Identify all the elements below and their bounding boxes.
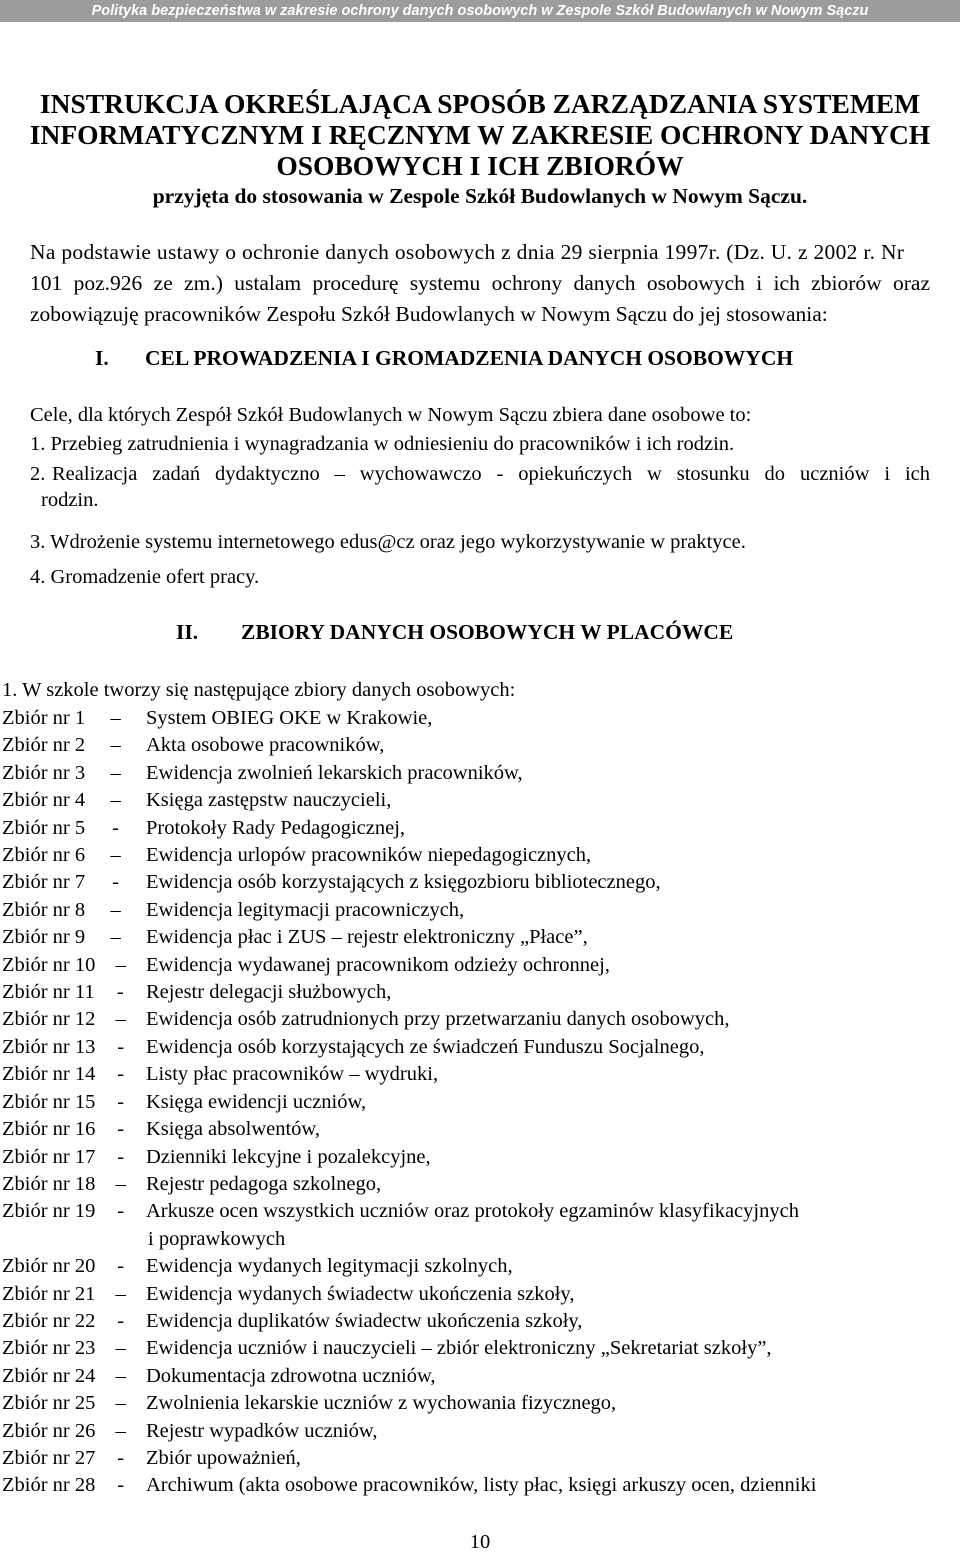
data-set-row: [2, 815, 942, 842]
data-set-row: [2, 760, 942, 787]
data-set-row: [2, 732, 942, 759]
data-set-description: Ewidencja wydanych świadectw ukończenia szkoły,: [146, 1282, 575, 1305]
section-1-title: CEL PROWADZENIA I GROMADZENIA DANYCH OSOBOWYCH: [145, 346, 794, 370]
data-set-row: [2, 1308, 942, 1335]
purpose-2-number: 2.: [30, 463, 46, 485]
data-set-separator: –: [115, 1282, 126, 1305]
data-set-row: [2, 897, 942, 924]
data-set-separator: -: [117, 1063, 125, 1086]
data-set-description: Archiwum (akta osobowe pracowników, listy płac, księgi arkuszy ocen, dzienniki: [146, 1474, 817, 1497]
adoption-statement: przyjęta do stosowania w Zespole Szkół Budowlanych w Nowym Sączu.: [152, 184, 808, 208]
data-set-label: Zbiór nr 4: [2, 789, 86, 812]
data-set-row: [2, 787, 942, 814]
data-set-description: Księga ewidencji uczniów,: [146, 1090, 367, 1113]
data-set-description: Ewidencja uczniów i nauczycieli – zbiór elektroniczny „Sekretariat szkoły”,: [146, 1337, 772, 1360]
data-set-row: [2, 1253, 942, 1280]
data-set-label: Zbiór nr 22: [2, 1309, 96, 1332]
data-set-separator: –: [115, 1364, 126, 1387]
data-set-row: [2, 1061, 942, 1088]
data-set-row: [2, 952, 942, 979]
data-set-label: Zbiór nr 15: [2, 1090, 96, 1113]
data-set-separator: –: [115, 1008, 126, 1031]
data-set-description: Księga zastępstw nauczycieli,: [146, 789, 392, 812]
data-set-label: Zbiór nr 26: [2, 1419, 96, 1442]
data-set-description: Arkusze ocen wszystkich uczniów oraz protokoły egzaminów klasyfikacyjnych: [146, 1200, 799, 1223]
data-set-label: Zbiór nr 2: [2, 734, 86, 757]
data-set-separator: –: [110, 707, 121, 729]
data-set-label: Zbiór nr 13: [2, 1035, 96, 1058]
data-set-separator: –: [110, 789, 121, 812]
data-set-description: Akta osobowe pracowników,: [146, 734, 385, 757]
data-set-row: [2, 1034, 942, 1061]
data-set-row: [2, 1418, 942, 1445]
data-set-description: Zbiór upoważnień,: [146, 1446, 301, 1469]
data-set-separator: –: [115, 1172, 126, 1195]
data-set-label: Zbiór nr 18: [2, 1172, 96, 1195]
intro-paragraph: [30, 237, 930, 330]
data-set-label: Zbiór nr 1: [2, 707, 86, 729]
section-1-number: I.: [95, 346, 109, 370]
data-set-row: [2, 1171, 942, 1198]
sets-intro: 1. W szkole tworzy się następujące zbiory danych osobowych:: [2, 679, 516, 701]
data-set-description: Ewidencja osób korzystających ze świadczeń Funduszu Socjalnego,: [146, 1035, 705, 1058]
purpose-2-text: Realizacja zadań dydaktyczno – wychowawczo - opiekuńczych w stosunku do uczniów i ich: [52, 463, 930, 485]
data-set-separator: -: [116, 981, 124, 1004]
section-2-heading: [176, 617, 733, 647]
purpose-1-number: 1.: [30, 433, 46, 455]
page-number: 10: [469, 1531, 491, 1553]
data-set-label: Zbiór nr 7: [2, 871, 86, 894]
purposes-intro: [30, 403, 930, 428]
data-set-separator: –: [115, 1419, 126, 1442]
purpose-4-number: 4.: [30, 566, 46, 588]
data-set-description: Rejestr delegacji służbowych,: [146, 981, 392, 1004]
data-set-label: Zbiór nr 3: [2, 761, 86, 784]
data-set-separator: –: [110, 844, 121, 867]
purpose-item-1: [30, 433, 734, 456]
data-set-label: Zbiór nr 6: [2, 844, 86, 867]
document-title: [0, 88, 960, 181]
data-set-row: [2, 1281, 942, 1308]
data-set-separator: -: [117, 1309, 125, 1332]
running-header: [0, 0, 960, 22]
data-set-description: Ewidencja duplikatów świadectw ukończenia szkoły,: [146, 1309, 583, 1332]
data-set-description: Rejestr pedagoga szkolnego,: [146, 1172, 382, 1195]
running-header-text: Polityka bezpieczeństwa w zakresie ochrony danych osobowych w Zespole Szkół Budowlanych w Nowym Sączu: [91, 3, 869, 19]
data-set-separator: -: [117, 1255, 125, 1278]
data-set-description: Księga absolwentów,: [146, 1118, 321, 1141]
data-set-description: Dokumentacja zdrowotna uczniów,: [146, 1364, 436, 1387]
data-set-label: Zbiór nr 17: [2, 1145, 96, 1168]
data-set-separator: -: [112, 871, 119, 894]
purpose-4-text: Gromadzenie ofert pracy.: [50, 566, 260, 588]
data-set-label: Zbiór nr 19: [2, 1200, 96, 1223]
section-2-title: ZBIORY DANYCH OSOBOWYCH W PLACÓWCE: [241, 620, 734, 644]
data-set-row: [2, 1198, 942, 1225]
data-set-label: Zbiór nr 12: [2, 1008, 96, 1031]
data-set-separator: –: [115, 1392, 126, 1415]
data-set-separator: –: [110, 926, 121, 949]
data-set-description: Protokoły Rady Pedagogicznej,: [146, 816, 406, 839]
data-set-description: Ewidencja osób korzystających z księgozbioru bibliotecznego,: [146, 871, 661, 894]
data-set-separator: -: [117, 1090, 125, 1113]
data-set-label: Zbiór nr 20: [2, 1255, 96, 1278]
data-set-label: Zbiór nr 8: [2, 898, 86, 921]
data-set-row: [2, 705, 942, 732]
data-set-row: [2, 869, 942, 896]
data-set-label: Zbiór nr 14: [2, 1063, 96, 1086]
data-set-description: Listy płac pracowników – wydruki,: [146, 1063, 439, 1086]
data-set-separator: –: [115, 953, 126, 976]
data-set-separator: -: [117, 1118, 125, 1141]
data-set-label: Zbiór nr 10: [2, 953, 96, 976]
data-set-label: Zbiór nr 9: [2, 926, 86, 949]
data-set-separator: -: [117, 1200, 125, 1223]
purpose-item-2: [30, 461, 930, 513]
data-set-description-continuation: i poprawkowych: [148, 1227, 286, 1250]
data-set-description: Dzienniki lekcyjne i pozalekcyjne,: [146, 1145, 431, 1168]
section-1-heading: [95, 343, 793, 373]
data-set-description: Zwolnienia lekarskie uczniów z wychowania fizycznego,: [146, 1392, 617, 1415]
data-set-separator: –: [110, 898, 121, 921]
data-set-row: [2, 979, 942, 1006]
purpose-item-3: [30, 531, 746, 554]
data-set-row: [2, 1144, 942, 1171]
data-set-description: Ewidencja wydawanej pracownikom odzieży ochronnej,: [146, 953, 610, 976]
data-set-description: Rejestr wypadków uczniów,: [146, 1419, 378, 1442]
data-set-label: Zbiór nr 25: [2, 1392, 96, 1415]
data-set-separator: -: [117, 1145, 125, 1168]
purpose-item-4: [30, 566, 259, 589]
data-set-description: Ewidencja legitymacji pracowniczych,: [146, 898, 465, 921]
intro-line-3: zobowiązuję pracowników Zespołu Szkół Budowlanych w Nowym Sączu do jej stosowania:: [30, 302, 828, 326]
data-set-row: [2, 1006, 942, 1033]
data-set-row: [2, 1089, 942, 1116]
data-set-label: Zbiór nr 23: [2, 1337, 96, 1360]
data-sets-list: [2, 705, 942, 1500]
data-set-label: Zbiór nr 5: [2, 816, 86, 839]
purposes-intro-text: Cele, dla których Zespół Szkół Budowlanych w Nowym Sączu zbiera dane osobowe to:: [30, 404, 752, 426]
data-set-label: Zbiór nr 24: [2, 1364, 96, 1387]
purpose-1-text: Przebieg zatrudnienia i wynagradzania w odniesieniu do pracowników i ich rodzin.: [50, 433, 735, 455]
data-set-separator: –: [115, 1337, 126, 1360]
data-set-label: Zbiór nr 16: [2, 1118, 96, 1141]
data-set-description: Ewidencja płac i ZUS – rejestr elektroniczny „Płace”,: [146, 926, 588, 949]
intro-line-1: Na podstawie ustawy o ochronie danych osobowych z dnia 29 sierpnia 1997r. (Dz. U. z 2002 r. Nr: [30, 240, 905, 264]
data-set-description: System OBIEG OKE w Krakowie,: [146, 707, 433, 729]
purpose-3-number: 3.: [30, 531, 46, 553]
intro-line-2: 101 poz.926 ze zm.) ustalam procedurę systemu ochrony danych osobowych i ich zbiorów oraz: [30, 271, 930, 295]
data-set-label: Zbiór nr 28: [2, 1474, 96, 1497]
data-set-row: [2, 1390, 942, 1417]
data-set-row: [2, 1363, 942, 1390]
data-set-row: [2, 1472, 942, 1499]
section-2-number: II.: [176, 620, 199, 644]
data-set-row: [2, 1445, 942, 1472]
title-line-1: INSTRUKCJA OKREŚLAJĄCA SPOSÓB ZARZĄDZANIA SYSTEMEM: [39, 88, 921, 119]
purpose-2-continuation: rodzin.: [41, 489, 99, 511]
purpose-3-text: Wdrożenie systemu internetowego edus@cz oraz jego wykorzystywanie w praktyce.: [50, 531, 746, 553]
data-set-row: [2, 1335, 942, 1362]
data-set-description: Ewidencja urlopów pracowników niepedagogicznych,: [146, 844, 592, 867]
data-set-label: Zbiór nr 27: [2, 1446, 96, 1469]
data-set-separator: -: [112, 816, 119, 839]
data-set-description: Ewidencja zwolnień lekarskich pracowników,: [146, 761, 523, 784]
data-set-description: Ewidencja wydanych legitymacji szkolnych,: [146, 1255, 513, 1278]
title-line-3: OSOBOWYCH I ICH ZBIORÓW: [276, 150, 684, 181]
data-set-label: Zbiór nr 21: [2, 1282, 96, 1305]
title-line-2: INFORMATYCZNYM I RĘCZNYM W ZAKRESIE OCHRONY DANYCH: [29, 119, 931, 150]
data-set-separator: -: [117, 1446, 125, 1469]
data-set-description: Ewidencja osób zatrudnionych przy przetwarzaniu danych osobowych,: [146, 1008, 730, 1031]
data-set-separator: -: [117, 1474, 125, 1497]
data-set-label: Zbiór nr 11: [2, 981, 95, 1004]
data-set-separator: –: [110, 761, 121, 784]
data-set-row: [2, 1116, 942, 1143]
data-set-row: [2, 924, 942, 951]
data-set-separator: -: [117, 1035, 125, 1058]
data-set-row: [2, 842, 942, 869]
data-set-separator: –: [110, 734, 121, 757]
